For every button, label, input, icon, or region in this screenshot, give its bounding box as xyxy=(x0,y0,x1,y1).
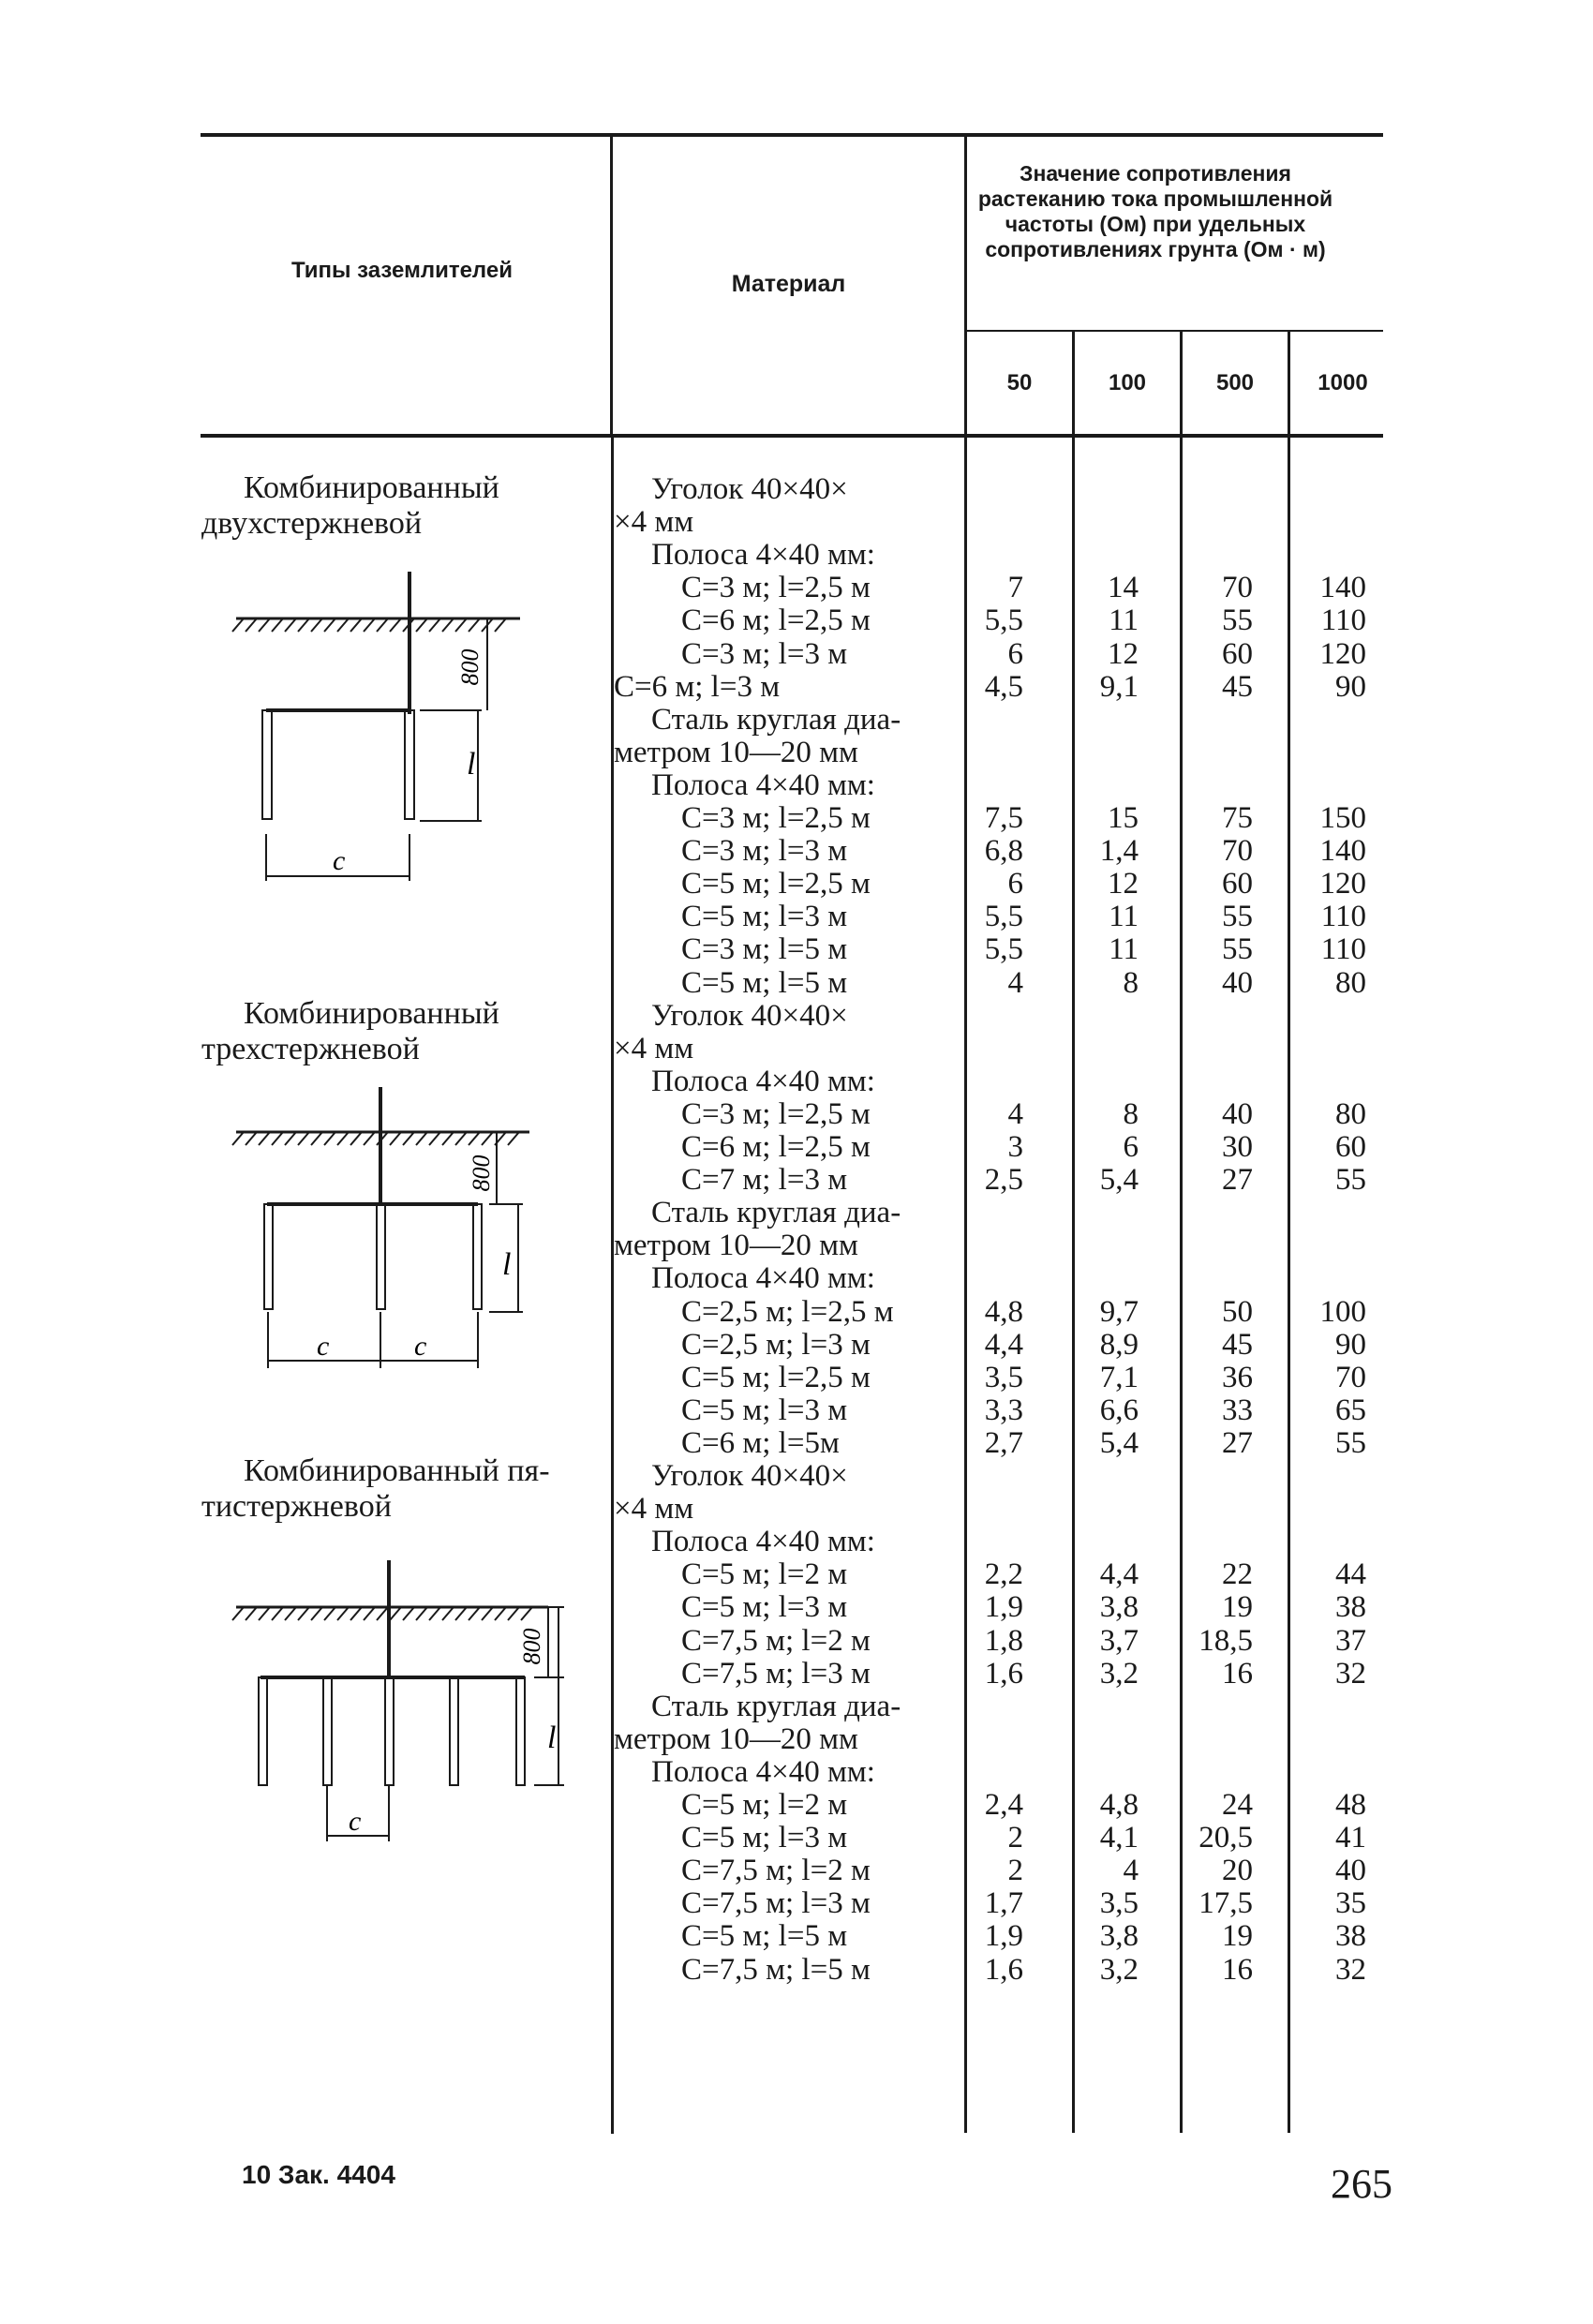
table-row xyxy=(614,1822,1382,1855)
value-cell: 70 xyxy=(1335,1361,1366,1394)
value-cell: 3,5 xyxy=(984,1361,1023,1394)
value-cell: 55 xyxy=(1222,900,1253,933)
value-cell: 3,8 xyxy=(1099,1590,1139,1624)
material-cell: Полоса 4×40 мм: xyxy=(651,768,875,802)
value-cell: 16 xyxy=(1222,1657,1253,1691)
material-cell: C=2,5 м; l=3 м xyxy=(681,1328,871,1362)
table-row xyxy=(614,1526,1382,1558)
value-cell: 3,3 xyxy=(984,1393,1023,1427)
value-cell: 9,1 xyxy=(1099,670,1139,704)
value-cell: 6,6 xyxy=(1099,1393,1139,1427)
table-row xyxy=(614,1262,1382,1295)
value-cell: 11 xyxy=(1109,900,1139,933)
table-row xyxy=(614,1329,1382,1362)
value-cell: 5,4 xyxy=(1099,1426,1139,1460)
type-label-line2: двухстержневой xyxy=(201,506,423,541)
value-cell: 5,5 xyxy=(984,900,1023,933)
table-row xyxy=(614,967,1382,1000)
value-cell: 8,9 xyxy=(1099,1328,1139,1362)
material-cell: C=7,5 м; l=3 м xyxy=(681,1886,871,1920)
value-cell: 3,5 xyxy=(1099,1886,1139,1920)
value-cell: 45 xyxy=(1222,670,1253,704)
value-cell: 90 xyxy=(1335,670,1366,704)
value-cell: 32 xyxy=(1335,1657,1366,1691)
material-cell: C=5 м; l=2 м xyxy=(681,1557,848,1591)
material-cell: C=5 м; l=3 м xyxy=(681,1821,848,1855)
type-label-line1: Комбинированный пя- xyxy=(244,1453,550,1488)
value-cell: 55 xyxy=(1222,603,1253,637)
value-cell: 1,6 xyxy=(984,1953,1023,1987)
material-cell: C=2,5 м; l=2,5 м xyxy=(681,1295,894,1329)
three-rod-diagram xyxy=(225,1087,600,1387)
value-cell: 55 xyxy=(1335,1426,1366,1460)
table-row xyxy=(614,1296,1382,1329)
footer-order-number: 10 Зак. 4404 xyxy=(242,2160,395,2189)
value-cell: 6 xyxy=(1007,637,1023,671)
depth-label: 800 xyxy=(468,1155,495,1192)
value-cell: 65 xyxy=(1335,1393,1366,1427)
value-cell: 5,4 xyxy=(1099,1163,1139,1197)
table-row xyxy=(614,572,1382,604)
table-row xyxy=(614,769,1382,802)
value-cell: 110 xyxy=(1320,900,1366,933)
material-cell: C=6 м; l=5м xyxy=(681,1426,840,1460)
type-label-line2: тистержневой xyxy=(201,1489,392,1524)
table-row xyxy=(614,1065,1382,1098)
value-cell: 1,9 xyxy=(984,1919,1023,1953)
value-cell: 12 xyxy=(1108,637,1139,671)
material-cell: C=5 м; l=5 м xyxy=(681,1919,848,1953)
table-row xyxy=(614,1197,1382,1229)
value-cell: 75 xyxy=(1222,801,1253,835)
value-cell: 150 xyxy=(1319,801,1366,835)
value-cell: 1,6 xyxy=(984,1657,1023,1691)
value-cell: 6 xyxy=(1007,867,1023,901)
value-cell: 27 xyxy=(1222,1426,1253,1460)
table-row xyxy=(614,1855,1382,1887)
table-row xyxy=(614,1756,1382,1789)
value-cell: 3,2 xyxy=(1099,1953,1139,1987)
table-row xyxy=(614,1033,1382,1065)
table-row xyxy=(614,1460,1382,1493)
type-label-line1: Комбинированный xyxy=(244,470,499,505)
material-cell: Сталь круглая диа- xyxy=(651,703,901,737)
value-cell: 4,4 xyxy=(1099,1557,1139,1591)
value-cell: 8 xyxy=(1123,966,1139,1000)
material-cell: ×4 мм xyxy=(614,1032,694,1065)
value-cell: 40 xyxy=(1335,1854,1366,1887)
value-cell: 2,4 xyxy=(984,1788,1023,1822)
table-row xyxy=(614,1789,1382,1822)
material-cell: ×4 мм xyxy=(614,1492,694,1526)
header-resistivity-1000: 1000 xyxy=(1318,370,1368,395)
value-cell: 5,5 xyxy=(984,603,1023,637)
material-cell: C=3 м; l=3 м xyxy=(681,834,848,868)
length-label: l xyxy=(467,747,476,782)
type-label-three-rod xyxy=(201,996,499,1067)
value-cell: 4 xyxy=(1007,966,1023,1000)
table-row xyxy=(614,1625,1382,1658)
depth-label: 800 xyxy=(518,1628,545,1665)
material-cell: C=7,5 м; l=3 м xyxy=(681,1657,871,1691)
table-row xyxy=(614,638,1382,671)
value-cell: 1,7 xyxy=(984,1886,1023,1920)
table-row xyxy=(614,1920,1382,1953)
spacing-label: c xyxy=(349,1806,362,1837)
material-cell: C=7,5 м; l=2 м xyxy=(681,1854,871,1887)
material-cell: Уголок 40×40× xyxy=(651,999,848,1033)
value-cell: 120 xyxy=(1319,637,1366,671)
value-cell: 40 xyxy=(1222,966,1253,1000)
material-cell: C=3 м; l=2,5 м xyxy=(681,801,871,835)
value-cell: 45 xyxy=(1222,1328,1253,1362)
value-cell: 70 xyxy=(1222,571,1253,604)
table-row xyxy=(614,1691,1382,1723)
value-cell: 17,5 xyxy=(1198,1886,1253,1920)
material-cell: Сталь круглая диа- xyxy=(651,1196,901,1229)
value-cell: 4,5 xyxy=(984,670,1023,704)
material-cell: ×4 мм xyxy=(614,505,694,539)
material-cell: C=3 м; l=2,5 м xyxy=(681,571,871,604)
value-cell: 80 xyxy=(1335,1097,1366,1131)
value-cell: 120 xyxy=(1319,867,1366,901)
material-cell: Уголок 40×40× xyxy=(651,1459,848,1493)
table-row xyxy=(614,933,1382,966)
table-row xyxy=(614,1954,1382,1987)
spacing-label-2: c xyxy=(414,1331,427,1362)
table-row xyxy=(614,1164,1382,1197)
spacing-label-1: c xyxy=(317,1331,330,1362)
value-cell: 48 xyxy=(1335,1788,1366,1822)
material-cell: C=5 м; l=2,5 м xyxy=(681,1361,871,1394)
table-row xyxy=(614,704,1382,737)
material-cell: C=3 м; l=2,5 м xyxy=(681,1097,871,1131)
value-cell: 5,5 xyxy=(984,932,1023,966)
value-cell: 27 xyxy=(1222,1163,1253,1197)
value-cell: 19 xyxy=(1222,1919,1253,1953)
table-row xyxy=(614,1887,1382,1920)
material-cell: C=6 м; l=2,5 м xyxy=(681,1130,871,1164)
value-cell: 3,8 xyxy=(1099,1919,1139,1953)
table-row xyxy=(614,539,1382,572)
value-cell: 36 xyxy=(1222,1361,1253,1394)
table-row xyxy=(614,802,1382,835)
value-cell: 140 xyxy=(1319,571,1366,604)
material-cell: C=3 м; l=5 м xyxy=(681,932,848,966)
length-label: l xyxy=(502,1247,512,1282)
value-cell: 2,5 xyxy=(984,1163,1023,1197)
table-row xyxy=(614,1362,1382,1394)
material-cell: C=7 м; l=3 м xyxy=(681,1163,848,1197)
table-row xyxy=(614,1131,1382,1164)
type-label-two-rod xyxy=(201,470,499,542)
value-cell: 60 xyxy=(1335,1130,1366,1164)
value-cell: 14 xyxy=(1108,571,1139,604)
table-row xyxy=(614,1427,1382,1460)
material-cell: C=5 м; l=3 м xyxy=(681,900,848,933)
table-row xyxy=(614,1591,1382,1624)
depth-label: 800 xyxy=(456,648,484,686)
subheader-rule xyxy=(966,330,1383,332)
table-row xyxy=(614,1723,1382,1756)
material-cell: Полоса 4×40 мм: xyxy=(651,1525,875,1558)
value-cell: 44 xyxy=(1335,1557,1366,1591)
value-cell: 9,7 xyxy=(1099,1295,1139,1329)
value-cell: 22 xyxy=(1222,1557,1253,1591)
value-cell: 50 xyxy=(1222,1295,1253,1329)
material-cell: C=3 м; l=3 м xyxy=(681,637,848,671)
header-bottom-rule xyxy=(201,434,1383,438)
table-row xyxy=(614,901,1382,933)
material-cell: метром 10—20 мм xyxy=(614,1722,858,1756)
two-rod-diagram xyxy=(225,562,600,909)
table-row xyxy=(614,1098,1382,1131)
value-cell: 8 xyxy=(1123,1097,1139,1131)
value-cell: 60 xyxy=(1222,867,1253,901)
value-cell: 40 xyxy=(1222,1097,1253,1131)
value-cell: 55 xyxy=(1222,932,1253,966)
value-cell: 3 xyxy=(1007,1130,1023,1164)
value-cell: 7,5 xyxy=(984,801,1023,835)
page-number: 265 xyxy=(1331,2161,1392,2207)
value-cell: 1,4 xyxy=(1099,834,1139,868)
value-cell: 140 xyxy=(1319,834,1366,868)
value-cell: 4,1 xyxy=(1099,1821,1139,1855)
header-resistivity-100: 100 xyxy=(1108,370,1147,395)
table-row xyxy=(614,671,1382,704)
table-row xyxy=(614,868,1382,901)
material-cell: C=6 м; l=2,5 м xyxy=(681,603,871,637)
type-label-five-rod xyxy=(201,1453,595,1525)
material-cell: C=7,5 м; l=5 м xyxy=(681,1953,871,1987)
value-cell: 7,1 xyxy=(1099,1361,1139,1394)
table-top-rule xyxy=(201,133,1383,137)
value-cell: 110 xyxy=(1320,932,1366,966)
value-cell: 4,4 xyxy=(984,1328,1023,1362)
value-cell: 20 xyxy=(1222,1854,1253,1887)
material-cell: C=6 м; l=3 м xyxy=(614,670,781,704)
value-cell: 6 xyxy=(1123,1130,1139,1164)
table-row xyxy=(614,1658,1382,1691)
value-cell: 4,8 xyxy=(984,1295,1023,1329)
value-cell: 24 xyxy=(1222,1788,1253,1822)
value-cell: 38 xyxy=(1335,1919,1366,1953)
table-row xyxy=(614,473,1382,506)
header-value: Значение сопротивления растеканию тока промышленной частоты (Ом) при удельных сопротивлениях грунта (Ом · м) xyxy=(977,161,1333,261)
value-cell: 100 xyxy=(1319,1295,1366,1329)
header-material: Материал xyxy=(731,271,846,297)
material-cell: Полоса 4×40 мм: xyxy=(651,1065,875,1098)
length-label: l xyxy=(547,1721,557,1755)
material-cell: Полоса 4×40 мм: xyxy=(651,1755,875,1789)
value-cell: 7 xyxy=(1007,571,1023,604)
value-cell: 70 xyxy=(1222,834,1253,868)
five-rod-diagram xyxy=(225,1560,600,1860)
value-cell: 4 xyxy=(1007,1097,1023,1131)
value-cell: 32 xyxy=(1335,1953,1366,1987)
value-cell: 18,5 xyxy=(1198,1624,1253,1658)
material-cell: Полоса 4×40 мм: xyxy=(651,538,875,572)
table-row xyxy=(614,835,1382,868)
value-cell: 1,8 xyxy=(984,1624,1023,1658)
value-cell: 35 xyxy=(1335,1886,1366,1920)
value-cell: 6,8 xyxy=(984,834,1023,868)
header-resistivity-50: 50 xyxy=(1006,370,1033,395)
table-row xyxy=(614,1229,1382,1262)
value-cell: 19 xyxy=(1222,1590,1253,1624)
value-cell: 20,5 xyxy=(1198,1821,1253,1855)
header-types: Типы заземлителей xyxy=(291,258,513,283)
value-cell: 30 xyxy=(1222,1130,1253,1164)
value-cell: 38 xyxy=(1335,1590,1366,1624)
material-cell: Уголок 40×40× xyxy=(651,472,848,506)
material-cell: C=5 м; l=3 м xyxy=(681,1393,848,1427)
value-cell: 33 xyxy=(1222,1393,1253,1427)
value-cell: 4,8 xyxy=(1099,1788,1139,1822)
type-label-line1: Комбинированный xyxy=(244,996,499,1031)
value-cell: 90 xyxy=(1335,1328,1366,1362)
value-cell: 2 xyxy=(1007,1854,1023,1887)
value-cell: 41 xyxy=(1335,1821,1366,1855)
value-cell: 15 xyxy=(1108,801,1139,835)
value-cell: 1,9 xyxy=(984,1590,1023,1624)
material-cell: метром 10—20 мм xyxy=(614,1229,858,1262)
header-resistivity-500: 500 xyxy=(1215,370,1255,395)
table-row xyxy=(614,1558,1382,1591)
value-cell: 11 xyxy=(1109,932,1139,966)
value-cell: 55 xyxy=(1335,1163,1366,1197)
type-label-line2: трехстержневой xyxy=(201,1032,420,1066)
material-cell: C=5 м; l=3 м xyxy=(681,1590,848,1624)
material-cell: Полоса 4×40 мм: xyxy=(651,1261,875,1295)
table-row xyxy=(614,737,1382,769)
value-cell: 37 xyxy=(1335,1624,1366,1658)
material-cell: C=5 м; l=2,5 м xyxy=(681,867,871,901)
material-cell: C=5 м; l=5 м xyxy=(681,966,848,1000)
value-cell: 2,7 xyxy=(984,1426,1023,1460)
value-cell: 80 xyxy=(1335,966,1366,1000)
table-row xyxy=(614,1394,1382,1427)
value-cell: 3,2 xyxy=(1099,1657,1139,1691)
value-cell: 110 xyxy=(1320,603,1366,637)
table-row xyxy=(614,506,1382,539)
material-cell: C=5 м; l=2 м xyxy=(681,1788,848,1822)
material-cell: метром 10—20 мм xyxy=(614,736,858,769)
value-cell: 2 xyxy=(1007,1821,1023,1855)
table-row xyxy=(614,1000,1382,1033)
material-cell: Сталь круглая диа- xyxy=(651,1690,901,1723)
table-row xyxy=(614,604,1382,637)
value-cell: 12 xyxy=(1108,867,1139,901)
spacing-label: c xyxy=(333,845,346,876)
value-cell: 3,7 xyxy=(1099,1624,1139,1658)
value-cell: 2,2 xyxy=(984,1557,1023,1591)
table-row xyxy=(614,1493,1382,1526)
value-cell: 60 xyxy=(1222,637,1253,671)
value-cell: 16 xyxy=(1222,1953,1253,1987)
value-cell: 11 xyxy=(1109,603,1139,637)
value-cell: 4 xyxy=(1123,1854,1139,1887)
material-cell: C=7,5 м; l=2 м xyxy=(681,1624,871,1658)
